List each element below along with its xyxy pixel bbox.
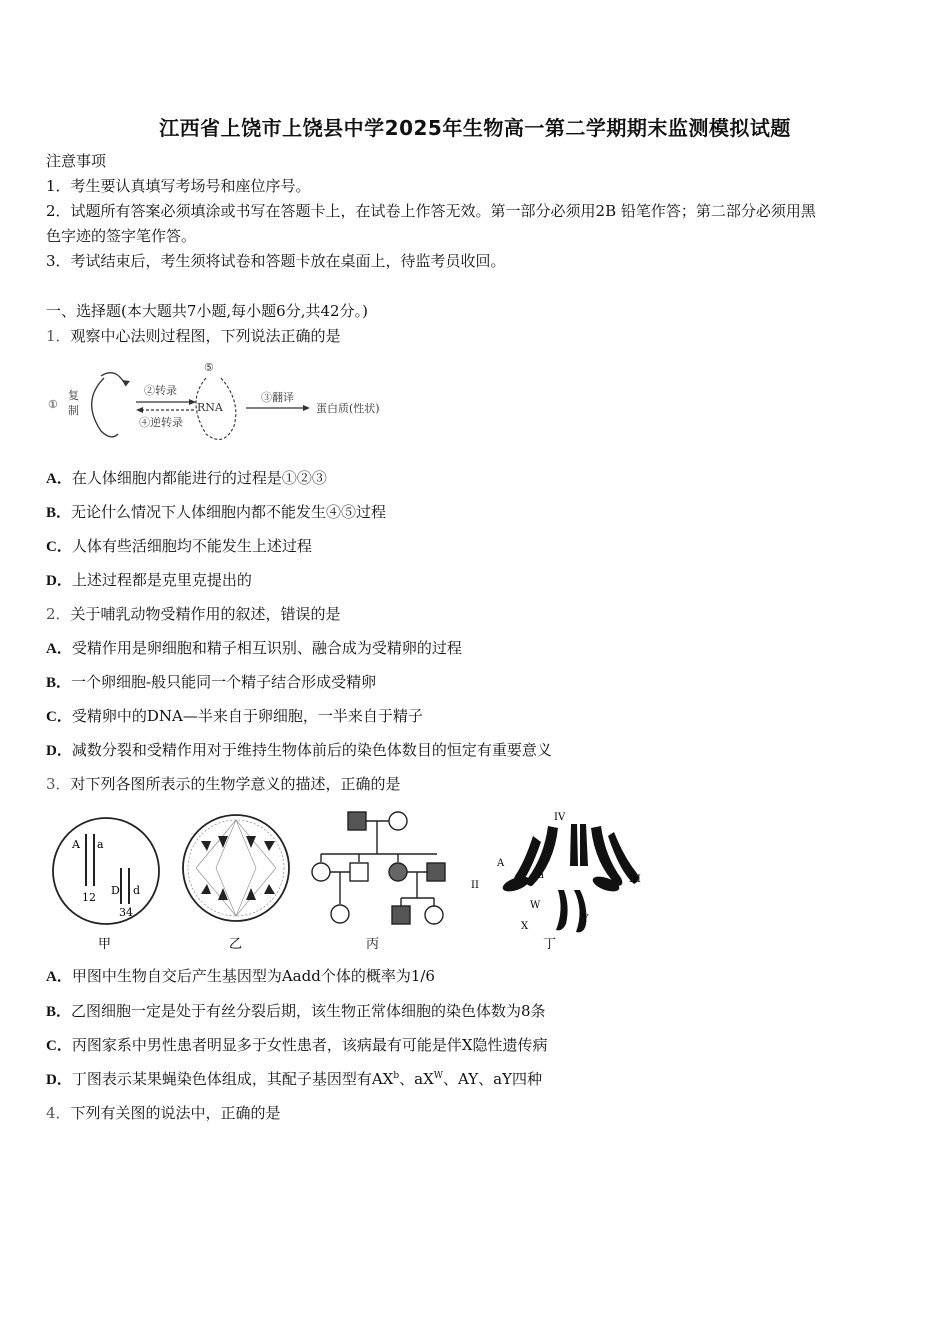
pedigree-female <box>425 906 443 924</box>
q3-option-d[interactable] <box>46 1068 542 1091</box>
option-letter: A． <box>46 641 72 657</box>
page-title: 江西省上饶市上饶县中学2025年生物高一第二学期期末监测模拟试题 <box>159 116 791 140</box>
cell-outline <box>183 815 289 921</box>
option-text: 乙图细胞一定是处于有丝分裂后期，该生物正常体细胞的染色体数为8条 <box>71 1002 546 1020</box>
replicate-num: ① <box>48 398 58 411</box>
q2-option-c[interactable] <box>46 705 423 728</box>
option-letter: C． <box>46 1038 72 1054</box>
pedigree-male-affected <box>348 812 366 830</box>
question-stem: 下列有关图的说法中，正确的是 <box>70 1104 281 1122</box>
pedigree-female <box>331 905 349 923</box>
reverse-arrowhead <box>136 407 143 413</box>
option-text: 一个卵细胞-般只能同一个精子结合形成受精卵 <box>71 673 377 691</box>
q2-option-a[interactable] <box>46 637 462 660</box>
question-stem: 关于哺乳动物受精作用的叙述，错误的是 <box>70 605 341 623</box>
reverse-label: ④逆转录 <box>139 416 183 429</box>
q1-option-a[interactable] <box>46 467 327 490</box>
five-label: ⑤ <box>204 361 214 374</box>
question-2 <box>46 603 341 625</box>
option-letter: A． <box>46 471 72 487</box>
q1-option-c[interactable] <box>46 535 312 558</box>
gene-label-d: d <box>133 884 141 897</box>
chromosome-number-12: 12 <box>82 891 96 904</box>
chromosome-label-X: X <box>521 921 529 932</box>
option-text: 丁图表示某果蝇染色体组成，其配子基因型有AX <box>71 1070 394 1088</box>
figure-bing <box>312 812 445 952</box>
notice-item-3: 3．考试结束后，考生须将试卷和答题卡放在桌面上，待监考员收回。 <box>46 252 506 270</box>
pedigree-female <box>389 812 407 830</box>
pedigree-male-affected <box>392 906 410 924</box>
figure-label-yi: 乙 <box>229 937 243 952</box>
option-letter: B． <box>46 675 72 691</box>
question-3 <box>46 773 401 795</box>
figure-label-bing: 丙 <box>366 937 380 952</box>
question-number: 1． <box>46 327 71 345</box>
option-letter: A． <box>46 969 72 985</box>
figure-yi <box>183 815 289 952</box>
gene-label-D: D <box>111 884 120 897</box>
option-letter: C． <box>46 709 72 725</box>
translate-label: ③翻译 <box>261 391 294 404</box>
replicate-label-a: 复 <box>68 389 79 402</box>
q3-figures <box>46 806 656 956</box>
question-number: 4． <box>46 1104 71 1122</box>
replicate-arc-left <box>92 378 118 437</box>
gene-label-a: a <box>538 870 544 881</box>
replicate-arc-right <box>101 373 126 386</box>
gene-label-A: A <box>497 858 505 869</box>
spindle-fibers <box>196 820 276 916</box>
protein-label: 蛋白质(性状) <box>316 402 380 415</box>
option-letter: B． <box>46 505 72 521</box>
question-1 <box>46 325 341 347</box>
option-text: 受精卵中的DNA—半来自于卵细胞，一半来自于精子 <box>71 707 423 725</box>
central-dogma-figure <box>46 356 416 446</box>
question-stem: 观察中心法则过程图，下列说法正确的是 <box>70 327 341 345</box>
chromosome-label-IV: IV <box>554 812 566 823</box>
pedigree-female <box>312 863 330 881</box>
question-number: 3． <box>46 775 71 793</box>
notice-heading: 注意事项 <box>46 152 107 170</box>
option-text: 减数分裂和受精作用对于维持生物体前后的染色体数目的恒定有重要意义 <box>71 741 552 759</box>
chromosome-label-II: II <box>471 880 479 891</box>
chromosome-label-III: III <box>629 874 641 885</box>
figure-label-ding: 丁 <box>543 937 557 952</box>
question-number: 2． <box>46 605 71 623</box>
rna-label: RNA <box>197 401 223 414</box>
pedigree-male <box>350 863 368 881</box>
notice-item-2-cont: 色字迹的签字笔作答。 <box>46 227 197 245</box>
option-text-end: 、AY、aY四种 <box>443 1070 542 1088</box>
option-text-mid: 、aX <box>399 1070 434 1088</box>
option-letter: D． <box>46 1072 72 1088</box>
superscript-b: b <box>393 1071 400 1081</box>
option-text: 受精作用是卵细胞和精子相互识别、融合成为受精卵的过程 <box>71 639 462 657</box>
q1-option-d[interactable] <box>46 569 252 592</box>
question-4 <box>46 1102 281 1124</box>
option-text: 丙图家系中男性患者明显多于女性患者，该病最有可能是伴X隐性遗传病 <box>71 1036 548 1054</box>
option-text: 上述过程都是克里克提出的 <box>71 571 252 589</box>
q3-option-c[interactable] <box>46 1034 548 1057</box>
section-heading: 一、选择题(本大题共7小题,每小题6分,共42分。) <box>46 302 368 320</box>
chromosome-number-34: 34 <box>119 906 133 919</box>
pedigree-male-affected <box>427 863 445 881</box>
option-text: 无论什么情况下人体细胞内都不能发生④⑤过程 <box>71 503 387 521</box>
gene-label-A: A <box>72 838 80 851</box>
figure-ding <box>471 812 641 952</box>
translate-arrowhead <box>303 405 310 411</box>
cell-outline <box>53 818 159 924</box>
transcribe-label: ②转录 <box>144 384 177 397</box>
q1-option-b[interactable] <box>46 501 386 524</box>
superscript-w: W <box>433 1071 444 1081</box>
pedigree-female-affected <box>389 863 407 881</box>
q2-option-b[interactable] <box>46 671 376 694</box>
q3-option-a[interactable] <box>46 965 435 988</box>
q2-option-d[interactable] <box>46 739 552 762</box>
option-letter: C． <box>46 539 72 555</box>
replicate-arrowhead <box>122 380 130 386</box>
replicate-label-b: 制 <box>68 404 79 417</box>
figure-jia <box>53 818 159 952</box>
chromosome-label-Y: Y <box>582 914 589 925</box>
gene-label-a: a <box>97 838 104 851</box>
option-letter: D． <box>46 573 72 589</box>
fruitfly-chromosomes <box>501 824 639 932</box>
q3-option-b[interactable] <box>46 1000 546 1023</box>
option-text: 在人体细胞内都能进行的过程是①②③ <box>71 469 327 487</box>
option-letter: D． <box>46 743 72 759</box>
question-stem: 对下列各图所表示的生物学意义的描述，正确的是 <box>70 775 401 793</box>
option-text: 人体有些活细胞均不能发生上述过程 <box>71 537 312 555</box>
option-letter: B． <box>46 1004 72 1020</box>
notice-item-1: 1．考生要认真填写考场号和座位序号。 <box>46 177 311 195</box>
notice-item-2: 2．试题所有答案必须填涂或书写在答题卡上，在试卷上作答无效。第一部分必须用2B 铅笔作答；第二部分必须用黑 <box>46 202 816 220</box>
spindle-outline <box>188 820 284 916</box>
option-text: 甲图中生物自交后产生基因型为Aadd个体的概率为1/6 <box>71 967 435 985</box>
gene-label-W: W <box>530 900 541 911</box>
transcribe-arrowhead <box>189 399 196 405</box>
chromosomes <box>201 836 275 900</box>
figure-label-jia: 甲 <box>98 937 112 952</box>
